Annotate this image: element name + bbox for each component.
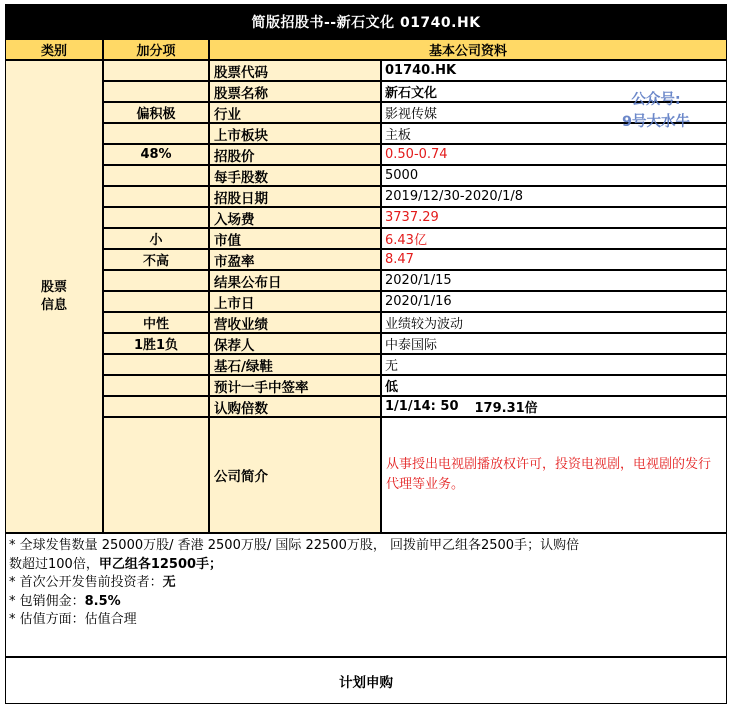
bonus-cell: 48% bbox=[103, 144, 209, 165]
field-value-text: 01740.HK bbox=[385, 63, 457, 78]
ipo-summary-sheet bbox=[5, 4, 727, 704]
field-value bbox=[381, 249, 727, 270]
bonus-cell bbox=[103, 165, 209, 186]
field-label: 股票代码 bbox=[209, 60, 381, 81]
field-value-text: 主板 bbox=[385, 128, 412, 143]
field-value bbox=[381, 291, 727, 312]
header-category: 类别 bbox=[5, 39, 103, 60]
field-label: 行业 bbox=[209, 102, 381, 123]
note-lot-allocation: 甲乙组各12500手； bbox=[98, 556, 223, 572]
field-value bbox=[381, 270, 727, 291]
note-valuation: * 估值方面：估值合理 bbox=[9, 612, 137, 627]
field-label: 保荐人 bbox=[209, 333, 381, 354]
field-value-text: 3737.29 bbox=[385, 210, 439, 225]
field-value bbox=[381, 144, 727, 165]
bonus-cell bbox=[103, 81, 209, 102]
watermark: 公众号: 9号大水牛 bbox=[621, 92, 691, 130]
bonus-cell bbox=[103, 123, 209, 144]
field-label: 基石/绿鞋 bbox=[209, 354, 381, 375]
footer-plan: 计划申购 bbox=[5, 657, 727, 704]
bonus-cell bbox=[103, 375, 209, 396]
field-label: 市值 bbox=[209, 228, 381, 249]
intro-label: 公司简介 bbox=[209, 417, 381, 533]
header-bonus: 加分项 bbox=[103, 39, 209, 60]
field-value-text: 新石文化 bbox=[385, 86, 438, 101]
field-value bbox=[381, 312, 727, 333]
field-value-text: 无 bbox=[385, 359, 399, 374]
bonus-cell-intro bbox=[103, 417, 209, 533]
field-value bbox=[381, 60, 727, 81]
field-value bbox=[381, 228, 727, 249]
note-underwriting: * 包销佣金：8.5% bbox=[9, 593, 121, 609]
field-value bbox=[381, 207, 727, 228]
field-value-text: 2020/1/16 bbox=[385, 294, 452, 309]
field-value bbox=[381, 333, 727, 354]
field-label: 认购倍数 bbox=[209, 396, 381, 417]
field-value bbox=[381, 396, 727, 417]
field-label: 招股日期 bbox=[209, 186, 381, 207]
field-value bbox=[381, 165, 727, 186]
note-offering-cont: 数超过100倍，甲乙组各12500手； bbox=[9, 556, 223, 572]
bonus-cell: 小 bbox=[103, 228, 209, 249]
field-label: 每手股数 bbox=[209, 165, 381, 186]
field-value bbox=[381, 375, 727, 396]
bonus-cell bbox=[103, 60, 209, 81]
field-value-text: 中泰国际 bbox=[385, 338, 438, 353]
field-value-text: 1/1/14: 50 bbox=[385, 399, 459, 414]
bonus-cell: 1胜1负 bbox=[103, 333, 209, 354]
note-pre-ipo: * 首次公开发售前投资者：无 bbox=[9, 575, 176, 590]
bonus-cell bbox=[103, 396, 209, 417]
field-value-text: 0.50-0.74 bbox=[385, 147, 448, 162]
field-label: 招股价 bbox=[209, 144, 381, 165]
category-cell: 股票 信息 bbox=[5, 60, 103, 533]
field-value-text: 2019/12/30-2020/1/8 bbox=[385, 189, 524, 204]
field-label: 上市板块 bbox=[209, 123, 381, 144]
note-offering: * 全球发售数量 25000万股/ 香港 2500万股/ 国际 22500万股， 回拨前甲乙组各2500手；认购倍 bbox=[9, 538, 580, 553]
subscription-multiple: 179.31倍 bbox=[474, 401, 538, 416]
field-label: 预计一手中签率 bbox=[209, 375, 381, 396]
field-value-text: 影视传媒 bbox=[385, 107, 438, 122]
field-value-text: 6.43亿 bbox=[385, 233, 427, 248]
field-label: 市盈率 bbox=[209, 249, 381, 270]
bonus-cell bbox=[103, 207, 209, 228]
header-company-info: 基本公司资料 bbox=[209, 39, 727, 60]
sheet-title: 简版招股书--新石文化 01740.HK bbox=[5, 4, 727, 39]
bonus-cell: 中性 bbox=[103, 312, 209, 333]
bonus-cell: 不高 bbox=[103, 249, 209, 270]
field-value-text: 2020/1/15 bbox=[385, 273, 452, 288]
field-value-text: 8.47 bbox=[385, 252, 414, 267]
field-value bbox=[381, 186, 727, 207]
field-label: 入场费 bbox=[209, 207, 381, 228]
bonus-cell: 偏积极 bbox=[103, 102, 209, 123]
bonus-cell bbox=[103, 270, 209, 291]
field-value-text: 5000 bbox=[385, 168, 419, 183]
field-value-text: 低 bbox=[385, 380, 399, 395]
bonus-cell bbox=[103, 186, 209, 207]
field-label: 股票名称 bbox=[209, 81, 381, 102]
field-label: 营收业绩 bbox=[209, 312, 381, 333]
field-label: 结果公布日 bbox=[209, 270, 381, 291]
notes-block bbox=[5, 533, 727, 657]
bonus-cell bbox=[103, 291, 209, 312]
bonus-cell bbox=[103, 354, 209, 375]
intro-text: 从事授出电视剧播放权许可，投资电视剧，电视剧的发行代理等业务。 bbox=[381, 417, 727, 533]
field-label: 上市日 bbox=[209, 291, 381, 312]
field-value-text: 业绩较为波动 bbox=[385, 317, 464, 332]
field-value bbox=[381, 354, 727, 375]
